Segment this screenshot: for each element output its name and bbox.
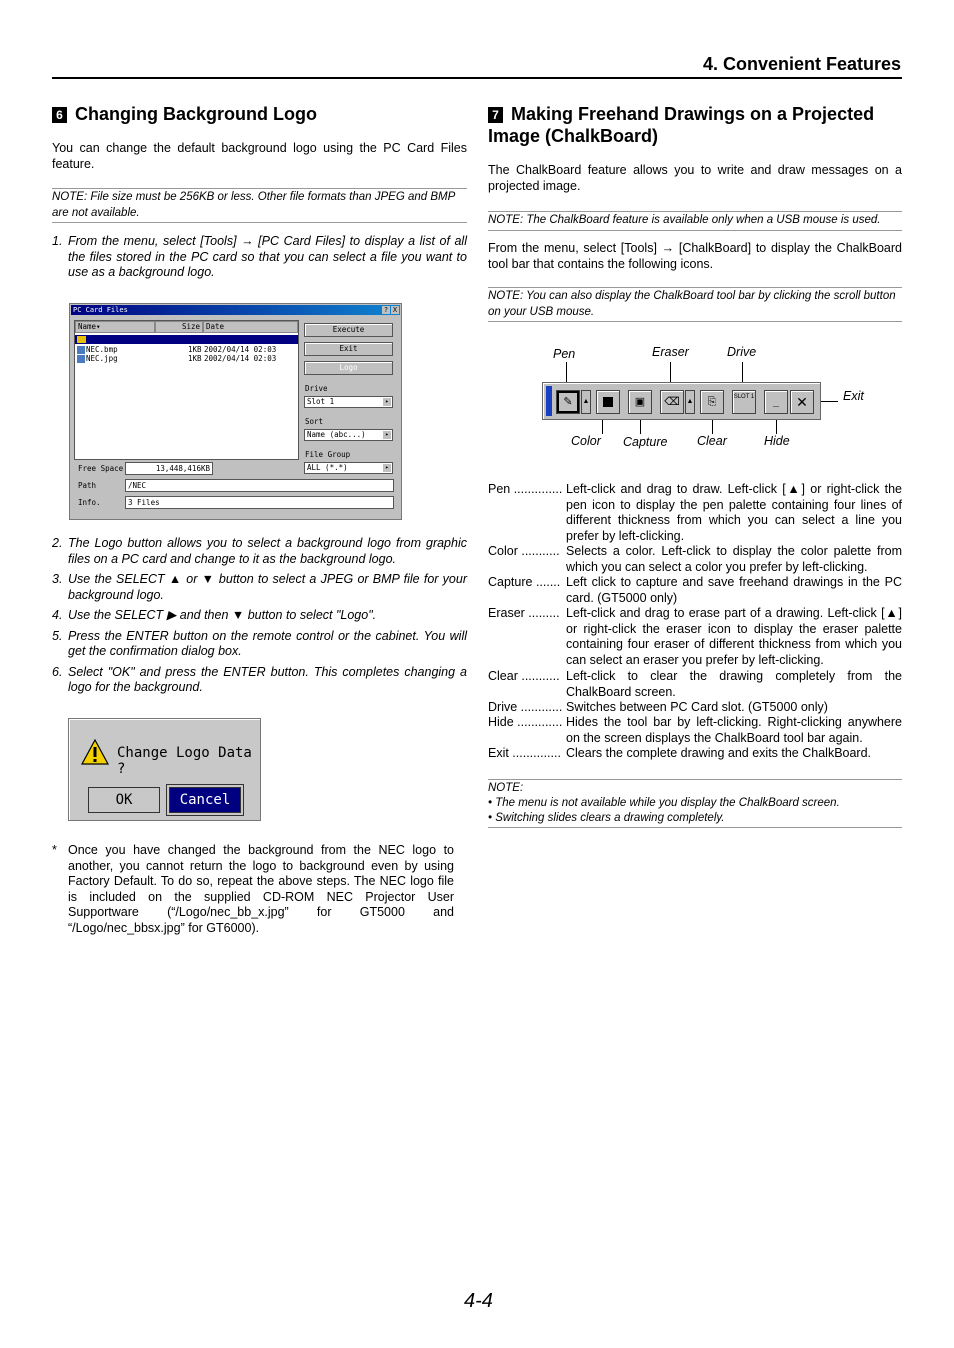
steps-list: [52, 536, 467, 696]
info-label: Info.: [78, 498, 101, 507]
chalkboard-toolbar: [542, 382, 821, 420]
drive-label: Drive: [305, 384, 328, 393]
drive-select[interactable]: [304, 396, 393, 408]
step-1-number: 1.: [52, 234, 63, 248]
free-space-field: 13,448,416KB: [125, 462, 213, 475]
list-item: 2. The Logo button allows you to select a background logo from graphic files on a PC card and change to it as the background logo.: [52, 536, 467, 566]
definition-clear: Clear ........... Left-click to clear the drawing completely from the ChalkBoard screen.: [488, 669, 902, 699]
list-item: 4. Use the SELECT ▶ and then ▼ button to select "Logo".: [52, 608, 377, 622]
definition-color: Color ........... Selects a color. Left-click to display the color palette from which you can select a color you prefer by left-clicking.: [488, 544, 902, 574]
right-note-1: NOTE: The ChalkBoard feature is available only when a USB mouse is used.: [488, 211, 902, 231]
path-label: Path: [78, 481, 97, 490]
file-name: NEC.jpg: [86, 354, 118, 363]
free-space-label: Free Space: [78, 464, 124, 473]
page-number: 4-4: [464, 1290, 493, 1312]
file-date: 2002/04/14 02:03: [204, 354, 277, 363]
toolbar-drag-handle[interactable]: [546, 386, 552, 416]
definition-exit: Exit .............. Clears the complete drawing and exits the ChalkBoard.: [488, 746, 872, 760]
definition-drive: Drive ............ Switches between PC Card slot. (GT5000 only): [488, 700, 828, 714]
footnote: [52, 843, 454, 936]
execute-button[interactable]: Execute: [304, 323, 393, 337]
left-heading-text: Changing Background Logo: [75, 104, 317, 124]
right-section-heading: [488, 103, 902, 147]
section-number-badge: 6: [52, 107, 67, 123]
info-field: 3 Files: [125, 496, 394, 509]
file-date: 2002/04/14 02:03: [204, 345, 277, 354]
list-item: • The menu is not available while you display the ChalkBoard screen.: [488, 797, 840, 809]
pen-icon[interactable]: ✎: [556, 390, 580, 414]
drive-value: Slot 1: [307, 397, 335, 406]
dropdown-arrow-icon: ▸: [383, 431, 391, 439]
right-intro: The ChalkBoard feature allows you to write and draw messages on a projected image.: [488, 163, 902, 193]
window-title: PC Card Files: [73, 306, 128, 314]
dropdown-arrow-icon: ▸: [383, 464, 391, 472]
sort-select[interactable]: [304, 429, 393, 441]
file-group-select[interactable]: [304, 462, 393, 474]
left-section-heading: [52, 103, 317, 125]
table-row[interactable]: [75, 354, 298, 364]
dialog-message: Change Logo Data ?: [117, 745, 252, 777]
file-group-label: File Group: [305, 450, 351, 459]
file-size: 1KB: [188, 345, 202, 354]
file-name: NEC.bmp: [86, 345, 118, 354]
label-drive: Drive: [727, 345, 757, 359]
label-clear: Clear: [697, 434, 727, 448]
footnote-text: Once you have changed the background from the NEC logo to another, you cannot return the logo to background even by using Factory Default. To do so, repeat the above steps. The NEC logo file is included on the supplied CD-ROM NEC Projector User Supportware (“/Logo/nec_bb_x.jpg” for GT5000 and “/Logo/nec_bbsx.jpg” for GT6000).: [68, 843, 454, 935]
column-header-date[interactable]: Date: [203, 321, 298, 333]
exit-icon[interactable]: ✕: [790, 390, 814, 414]
list-item: 6. Select "OK" and press the ENTER button. This completes changing a logo for the background.: [52, 664, 467, 694]
capture-icon[interactable]: ▣: [628, 390, 652, 414]
eraser-icon[interactable]: ⌫: [660, 390, 684, 414]
page-header-title: 4. Convenient Features: [702, 54, 901, 74]
right-heading-line1: Making Freehand Drawings on a Projected: [511, 104, 875, 124]
column-header-size[interactable]: Size: [155, 321, 203, 333]
right-note-2: NOTE: You can also display the ChalkBoard tool bar by clicking the scroll button on your USB mouse.: [488, 287, 902, 322]
confirmation-dialog: [68, 718, 261, 821]
footnote-mark: *: [52, 843, 57, 857]
eraser-palette-arrow-icon[interactable]: ▲: [685, 390, 695, 414]
sort-label: Sort: [305, 417, 324, 426]
definition-eraser: Eraser ......... Left-click and drag to erase part of a drawing. Left-click [▲] or right-click the eraser icon to display the eraser palette containing four eraser of different thickness from which you can select an eraser you prefer by left-clicking.: [488, 606, 902, 667]
ok-button[interactable]: OK: [88, 787, 160, 813]
image-file-icon: [77, 355, 85, 363]
hide-icon[interactable]: _: [764, 390, 788, 414]
exit-button[interactable]: Exit: [304, 342, 393, 356]
help-button[interactable]: ?: [383, 306, 389, 314]
logo-button[interactable]: Logo: [304, 361, 393, 375]
right-note-3: [488, 779, 902, 828]
left-intro: You can change the default background logo using the PC Card Files feature.: [52, 141, 467, 171]
column-header-name[interactable]: Name▾: [75, 321, 155, 333]
definition-pen: Pen .............. Left-click and drag to draw. Left-click [▲] or right-click the pen icon to display the pen palette containing four lines of different thickness from which you can select a line you prefer by left-clicking.: [488, 482, 902, 543]
pc-card-files-window: [69, 303, 402, 520]
table-row[interactable]: [75, 335, 298, 344]
list-item: 3. Use the SELECT ▲ or ▼ button to select a JPEG or BMP file for your background logo.: [52, 572, 467, 602]
image-file-icon: [77, 346, 85, 354]
folder-icon: [77, 336, 86, 343]
close-button[interactable]: X: [392, 306, 398, 314]
label-pen: Pen: [553, 347, 576, 361]
label-color: Color: [571, 434, 601, 448]
file-size: 1KB: [188, 354, 202, 363]
label-hide: Hide: [764, 434, 790, 448]
label-exit: Exit: [843, 389, 864, 403]
window-titlebar: [71, 305, 400, 315]
label-capture: Capture: [623, 435, 668, 449]
note-title: NOTE:: [488, 782, 524, 794]
warning-icon: [81, 739, 109, 765]
right-heading-line2: Image (ChalkBoard): [488, 126, 659, 146]
right-para-2: From the menu, select [Tools] → [ChalkBoard] to display the ChalkBoard tool bar that contains the following icons.: [488, 241, 902, 271]
step-1: [52, 234, 467, 281]
label-eraser: Eraser: [652, 345, 689, 359]
list-item: 5. Press the ENTER button on the remote control or the cabinet. You will get the confirmation dialog box.: [52, 628, 467, 658]
clear-icon[interactable]: ⎘: [700, 390, 724, 414]
file-group-value: ALL (*.*): [307, 463, 348, 472]
definition-capture: Capture ....... Left click to capture and save freehand drawings in the PC card. (GT5000 only): [488, 575, 902, 605]
section-number-badge: 7: [488, 107, 503, 123]
cancel-button[interactable]: Cancel: [169, 787, 241, 813]
color-icon[interactable]: [596, 390, 620, 414]
left-note: NOTE: File size must be 256KB or less. Other file formats than JPEG and BMP are not available.: [52, 188, 467, 223]
file-list[interactable]: [74, 320, 299, 460]
list-item: • Switching slides clears a drawing completely.: [488, 812, 725, 824]
sort-value: Name (abc...): [307, 430, 366, 439]
dropdown-arrow-icon: ▸: [383, 398, 391, 406]
definition-hide: Hide ............. Hides the tool bar by left-clicking. Right-clicking anywhere on the screen displays the ChalkBoard tool bar again.: [488, 715, 902, 745]
drive-slot-icon[interactable]: SLOT 1: [732, 390, 756, 414]
path-field: /NEC: [125, 479, 394, 492]
header-rule: [52, 77, 902, 79]
pen-palette-arrow-icon[interactable]: ▲: [581, 390, 591, 414]
step-1-text: From the menu, select [Tools] → [PC Card Files] to display a list of all the files stored in the PC card so that you can select a file you want to use as a background logo.: [68, 234, 467, 279]
